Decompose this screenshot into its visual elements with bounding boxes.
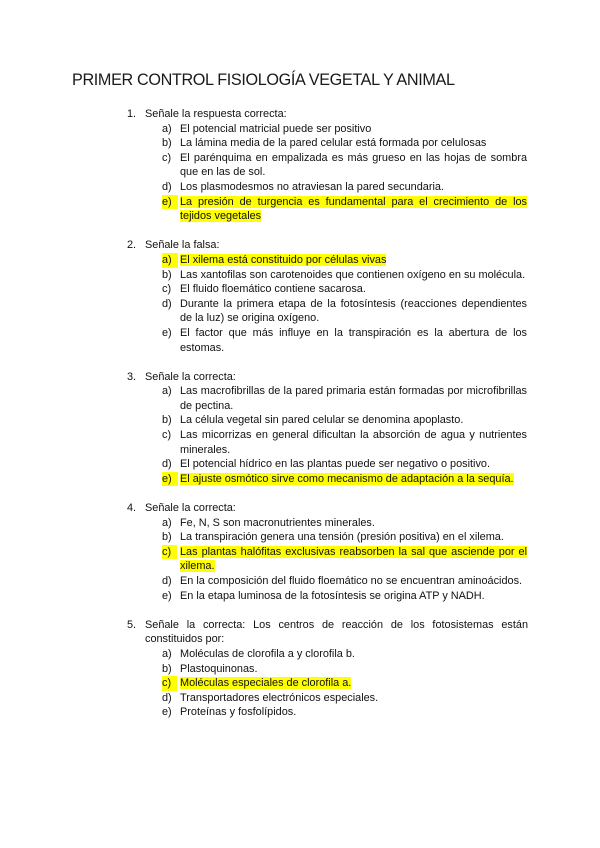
page-title: PRIMER CONTROL FISIOLOGÍA VEGETAL Y ANIMAL (72, 71, 455, 89)
option-e (0, 326, 527, 355)
option-text: El fluido floemático contiene sacarosa. (180, 283, 366, 296)
question-2 (0, 238, 600, 355)
option-list (0, 647, 600, 720)
option-letter: b) (162, 531, 172, 544)
option-text: La transpiración genera una tensión (presión positiva) en el xilema. (180, 531, 504, 544)
option-letter: d) (162, 297, 172, 310)
option-list (0, 253, 600, 355)
option-letter: d) (162, 458, 172, 471)
option-b (0, 413, 527, 428)
question-number: 5. (127, 618, 137, 631)
option-text: Durante la primera etapa de la fotosíntesis (reacciones dependientes de la luz) se origina oxígeno. (180, 297, 527, 325)
option-c (0, 282, 527, 297)
option-letter: a) (162, 647, 172, 660)
option-letter: e) (162, 195, 178, 210)
option-letter: c) (162, 429, 172, 442)
option-letter: a) (162, 122, 172, 135)
option-a (0, 516, 527, 531)
option-c-highlighted-answer (0, 676, 527, 691)
option-text: Los plasmodesmos no atraviesan la pared secundaria. (180, 180, 444, 193)
option-letter: e) (162, 589, 172, 602)
question-prompt (0, 370, 528, 385)
option-d (0, 180, 527, 195)
option-a (0, 647, 527, 662)
option-text: Fe, N, S son macronutrientes minerales. (180, 516, 375, 529)
option-e-highlighted-answer (0, 195, 527, 224)
option-letter: e) (162, 472, 178, 487)
question-number: 4. (127, 502, 137, 515)
option-text: El factor que más influye en la transpiración es la abertura de los estomas. (180, 326, 527, 354)
option-text: El ajuste osmótico sirve como mecanismo de adaptación a la sequía. (180, 472, 514, 485)
question-list (0, 107, 600, 735)
option-text: En la etapa luminosa de la fotosíntesis se origina ATP y NADH. (180, 589, 485, 602)
option-c (0, 151, 527, 180)
option-d (0, 574, 527, 589)
option-letter: c) (162, 151, 172, 164)
question-prompt (0, 501, 528, 516)
option-letter: a) (162, 253, 178, 268)
option-d (0, 297, 527, 326)
option-b (0, 530, 527, 545)
option-text: Moléculas especiales de clorofila a. (180, 677, 352, 690)
option-letter: c) (162, 283, 172, 296)
option-text: El parénquima en empalizada es más grueso en las hojas de sombra que en las de sol. (180, 151, 527, 179)
option-text: Transportadores electrónicos especiales. (180, 691, 379, 704)
option-letter: b) (162, 268, 172, 281)
option-a-highlighted-answer (0, 253, 527, 268)
question-5 (0, 618, 600, 720)
option-text: La lámina media de la pared celular está formada por celulosas (180, 137, 487, 150)
option-b (0, 662, 527, 677)
option-text: Las plantas halófitas exclusivas reabsorben la sal que asciende por el xilema. (180, 545, 527, 573)
question-prompt-text: Señale la falsa: (145, 239, 220, 252)
option-letter: e) (162, 326, 172, 339)
option-b (0, 268, 527, 283)
option-a (0, 122, 527, 137)
option-letter: b) (162, 137, 172, 150)
question-prompt-text: Señale la correcta: (145, 370, 236, 383)
option-e-highlighted-answer (0, 472, 527, 487)
question-number: 2. (127, 239, 137, 252)
option-list (0, 384, 600, 486)
option-c (0, 428, 527, 457)
option-text: Las macrofibrillas de la pared primaria están formadas por microfibrillas de pectina. (180, 385, 527, 412)
option-text: En la composición del fluido floemático no se encuentran aminoácidos. (180, 575, 523, 587)
option-letter: b) (162, 414, 172, 427)
option-letter: e) (162, 706, 172, 719)
option-text: Proteínas y fosfolípidos. (180, 706, 297, 719)
option-text: El xilema está constituido por células vivas (180, 253, 387, 266)
option-a (0, 384, 527, 413)
option-text: Las micorrizas en general dificultan la absorción de agua y nutrientes minerales. (180, 429, 527, 456)
question-number: 3. (127, 370, 137, 383)
option-text: La célula vegetal sin pared celular se denomina apoplasto. (180, 414, 464, 427)
option-c-highlighted-answer (0, 545, 527, 574)
option-list (0, 516, 600, 604)
option-text: La presión de turgencia es fundamental para el crecimiento de los tejidos vegetales (180, 195, 527, 223)
option-letter: a) (162, 385, 172, 398)
question-prompt-text: Señale la correcta: Los centros de reacción de los fotosistemas están constituidos por: (145, 618, 528, 646)
question-prompt (0, 238, 528, 253)
option-letter: b) (162, 662, 172, 675)
option-letter: d) (162, 691, 172, 704)
option-text: Las xantofilas son carotenoides que contienen oxígeno en su molécula. (180, 268, 526, 281)
option-letter: d) (162, 180, 172, 193)
option-text: El potencial hídrico en las plantas puede ser negativo o positivo. (180, 458, 490, 471)
option-text: Moléculas de clorofila a y clorofila b. (180, 647, 355, 660)
option-letter: c) (162, 676, 177, 691)
question-number: 1. (127, 108, 137, 120)
option-letter: d) (162, 575, 172, 587)
question-prompt-text: Señale la correcta: (145, 502, 236, 515)
question-4 (0, 501, 600, 603)
question-1 (0, 107, 600, 224)
question-3 (0, 370, 600, 487)
option-list (0, 122, 600, 224)
option-e (0, 705, 527, 720)
option-letter: c) (162, 545, 177, 560)
question-prompt-text: Señale la respuesta correcta: (145, 108, 287, 120)
option-b (0, 136, 527, 151)
question-prompt (0, 618, 528, 647)
option-e (0, 589, 527, 604)
question-prompt (0, 107, 528, 122)
option-letter: a) (162, 516, 172, 529)
option-text: Plastoquinonas. (180, 662, 258, 675)
option-text: El potencial matricial puede ser positivo (180, 122, 372, 135)
option-d (0, 691, 527, 706)
option-d (0, 457, 527, 472)
